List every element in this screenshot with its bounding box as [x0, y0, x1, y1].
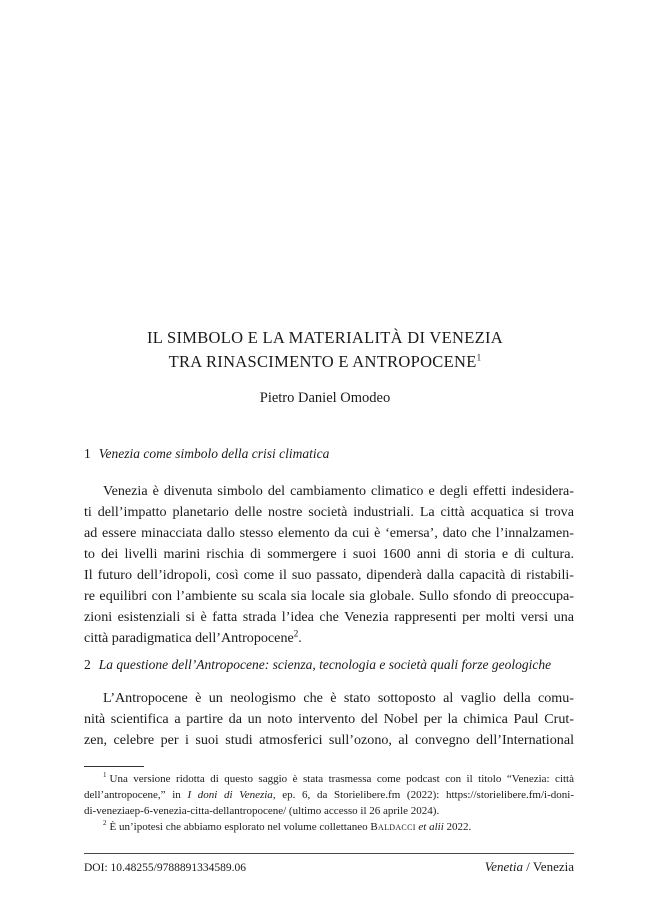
section-1-line: ti dell’impatto planetario delle nostre società industriali. La città acquatica si trova: [84, 504, 574, 520]
footer-journal-italic: Venetia: [484, 859, 523, 874]
title-text-1: IL SIMBOLO E LA MATERIALITÀ DI VENEZIA: [146, 328, 504, 347]
section-1-footnote-ref[interactable]: 2: [293, 628, 299, 639]
section-1-title: Venezia come simbolo della crisi climatica: [98, 446, 330, 461]
footnote-1-text-1: Una versione ridotta di questo saggio è stata trasmessa come podcast con il titolo “Venezia: città: [109, 773, 574, 785]
footnote-2-text-a: È un’ipotesi che abbiamo esplorato nel volume collettaneo: [109, 821, 371, 833]
footnote-1-line-2: [84, 787, 574, 803]
section-2-heading: [84, 656, 584, 674]
title-footnote-ref[interactable]: 1: [476, 352, 482, 363]
footer-journal-separator: /: [522, 859, 533, 874]
footnote-1-line-3[interactable]: di-veneziaep-6-venezia-citta-dellantropocene/ (ultimo accesso il 26 aprile 2024).: [84, 805, 440, 817]
section-2-line: nità scientifica a partire da un noto intervento del Nobel per la chimica Paul Crut-: [84, 711, 574, 727]
footer-rule: [84, 853, 574, 854]
section-2-number: 2: [84, 657, 91, 672]
title-text-2: TRA RINASCIMENTO E ANTROPOCENE: [168, 352, 477, 371]
section-2-line: zen, celebre per i suoi studi atmosferici sull’ozono, al convegno dell’International: [84, 732, 574, 748]
section-1-line: Venezia è divenuta simbolo del cambiamento climatico e degli effetti indesidera-: [103, 483, 574, 499]
section-1-last-line: [84, 628, 574, 650]
paper-title-line-1: [0, 328, 650, 348]
footnote-1-podcast-title: I doni di Venezia: [187, 789, 273, 801]
section-2-line: L’Antropocene è un neologismo che è stato sottoposto al vaglio della comu-: [103, 690, 574, 706]
footnote-separator: [84, 766, 144, 767]
footnote-1-text-2a: dell’antropocene,” in: [84, 789, 188, 801]
footnote-2-marker: 2: [103, 819, 107, 828]
section-1-line: ad essere minacciata dallo stesso elemento da cui è ‘emersa’, dato che l’innalzamen-: [84, 525, 574, 541]
section-1-line: zioni esistenziali si è fatta strada l’idea che Venezia rappresenti per molti versi una: [84, 609, 574, 625]
section-2-title: La questione dell’Antropocene: scienza, tecnologia e società quali forze geologiche: [98, 657, 552, 672]
section-1-line: Il futuro dell’idropoli, così come il suo passato, dipenderà dalla capacità di ristabili-: [84, 567, 574, 583]
author-name: Pietro Daniel Omodeo: [259, 390, 391, 406]
footnote-1-marker: 1: [103, 771, 107, 780]
section-1-line: re equilibri con l’ambiente su scala sia locale sia globale. Sullo sfondo di preoccupa-: [84, 588, 574, 604]
footnote-2-author: Baldacci: [370, 821, 416, 833]
footnote-1-text-2b[interactable]: , ep. 6, da Storielibere.fm (2022): https://storielibere.fm/i-doni-: [272, 789, 574, 801]
section-1-number: 1: [84, 446, 91, 461]
section-1-heading: [84, 445, 584, 463]
footnote-2: [103, 819, 574, 835]
section-1-last-line-end: .: [298, 630, 302, 646]
footnote-2-etal: et alii: [418, 821, 444, 833]
paper-title-line-2: [0, 352, 650, 372]
footnote-1-line-1: [103, 771, 574, 787]
footer-journal-name: Venezia: [532, 859, 574, 874]
footnote-2-text-b: 2022.: [443, 821, 472, 833]
section-1-line: to dei livelli marini rischia di sommergere i suoi 1600 anni di storia e di cultura.: [84, 546, 574, 562]
footer-doi[interactable]: DOI: 10.48255/9788891334589.06: [84, 862, 246, 874]
footer-journal: [374, 858, 574, 876]
section-1-last-line-text: città paradigmatica dell’Antropocene: [84, 630, 294, 646]
